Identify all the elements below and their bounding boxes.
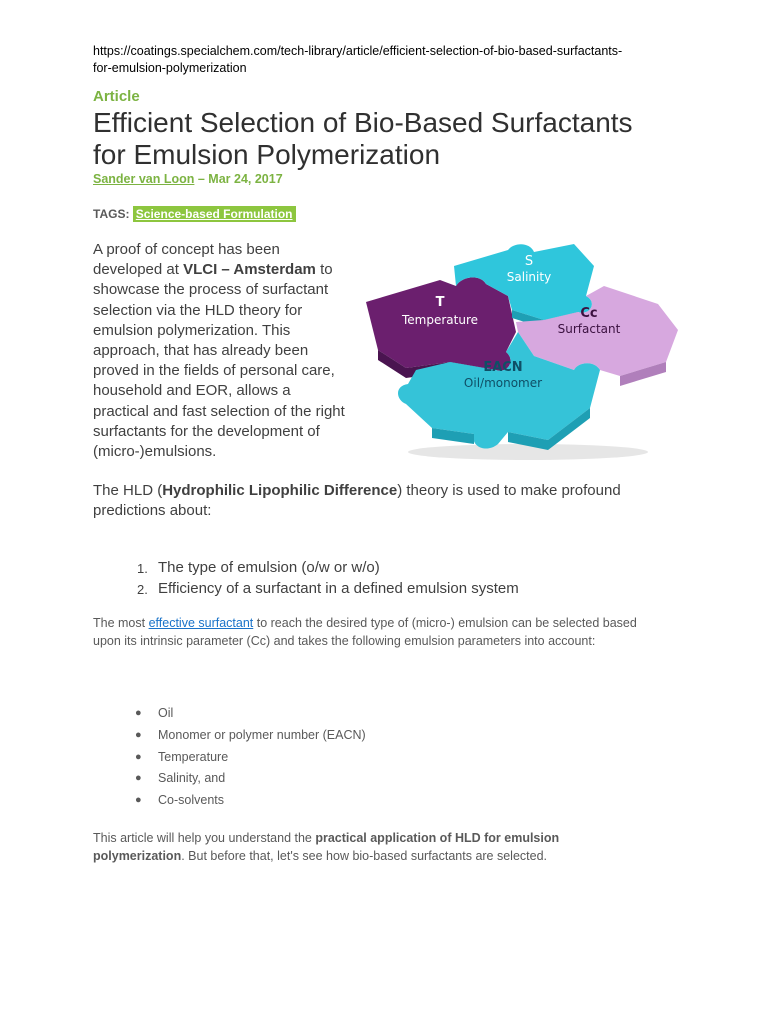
parameters-list [93, 703, 653, 812]
list-number: 2. [137, 582, 148, 597]
list-text: The type of emulsion (o/w or w/o) [158, 559, 380, 576]
byline [93, 172, 283, 186]
source-url[interactable] [93, 43, 683, 77]
publish-date: – Mar 24, 2017 [194, 172, 283, 186]
source-url-line1: https://coatings.specialchem.com/tech-library/article/efficient-selection-of-bio-based-surfactants- [93, 44, 623, 58]
list-item [93, 768, 653, 790]
source-url-line2: for-emulsion-polymerization [93, 61, 247, 75]
bullet-icon: ● [135, 772, 142, 785]
puzzle-t-label: Temperature [401, 313, 479, 327]
list-text: Oil [158, 706, 174, 720]
closing-bold: practical application of HLD for emulsion polymerization [93, 831, 560, 863]
intro-text-1: A proof of concept has been developed at [93, 241, 280, 279]
intro-paragraph [93, 240, 349, 462]
list-item [93, 790, 653, 812]
list-item [93, 725, 653, 747]
closing-paragraph [93, 830, 653, 865]
list-text: Efficiency of a surfactant in a defined emulsion system [158, 580, 519, 597]
puzzle-eacn-letter: EACN [483, 360, 523, 375]
hld-puzzle-illustration [358, 240, 683, 466]
hld-bold: Hydrophilic Lipophilic Difference [162, 482, 398, 499]
bullet-icon: ● [135, 728, 142, 741]
list-item [93, 747, 653, 769]
article-title [93, 107, 693, 171]
selection-text-1: The most [93, 616, 149, 630]
list-item [93, 557, 653, 578]
article-title-line1: Efficient Selection of Bio-Based Surfactants [93, 107, 633, 138]
bullet-icon: ● [135, 794, 142, 807]
list-number: 1. [137, 561, 148, 576]
puzzle-s-letter: S [524, 254, 534, 269]
tag-chip[interactable]: Science-based Formulation [133, 206, 296, 222]
selection-paragraph [93, 615, 663, 650]
tags-row [93, 206, 296, 222]
hld-paragraph [93, 481, 653, 521]
closing-text-2: . But before that, let's see how bio-based surfactants are selected. [181, 848, 548, 863]
effective-surfactant-link[interactable]: effective surfactant [148, 616, 254, 630]
author-link[interactable]: Sander van Loon [93, 172, 195, 186]
hld-text-2: ) theory is used to make profound predictions about: [93, 482, 621, 519]
predictions-list [93, 557, 653, 599]
tags-label: TAGS: [93, 207, 130, 221]
bullet-icon: ● [135, 750, 142, 763]
intro-bold: VLCI – Amsterdam [183, 261, 316, 279]
puzzle-cc-letter: Cc [580, 306, 598, 321]
selection-text-2: to reach the desired type of (micro-) emulsion can be selected based upon its intrinsic parameter (Cc) and takes the following emulsion parameters into account: [93, 616, 637, 648]
list-text: Monomer or polymer number (EACN) [158, 727, 366, 742]
bullet-icon: ● [135, 707, 142, 719]
hld-text-1: The HLD ( [93, 482, 163, 499]
intro-text-2: to showcase the process of surfactant selection via the HLD theory for emulsion polymerization. This approach, that has already been proved in the fields of personal care, household and EOR, allows a practical and fast selection of the right surfactants for the development of (micro-)emulsions. [93, 261, 345, 461]
list-text: Temperature [158, 749, 229, 764]
list-item [93, 703, 653, 725]
closing-text-1: This article will help you understand the [93, 831, 316, 845]
article-kicker: Article [93, 88, 140, 105]
list-text: Salinity, and [158, 771, 226, 786]
list-item [93, 578, 653, 599]
list-text: Co-solvents [158, 793, 224, 808]
article-title-line2: for Emulsion Polymerization [93, 139, 441, 170]
puzzle-s-label: Salinity [506, 270, 552, 284]
puzzle-t-letter: T [435, 295, 445, 310]
puzzle-cc-label: Surfactant [557, 322, 621, 336]
puzzle-eacn-label: Oil/monomer [463, 376, 543, 390]
